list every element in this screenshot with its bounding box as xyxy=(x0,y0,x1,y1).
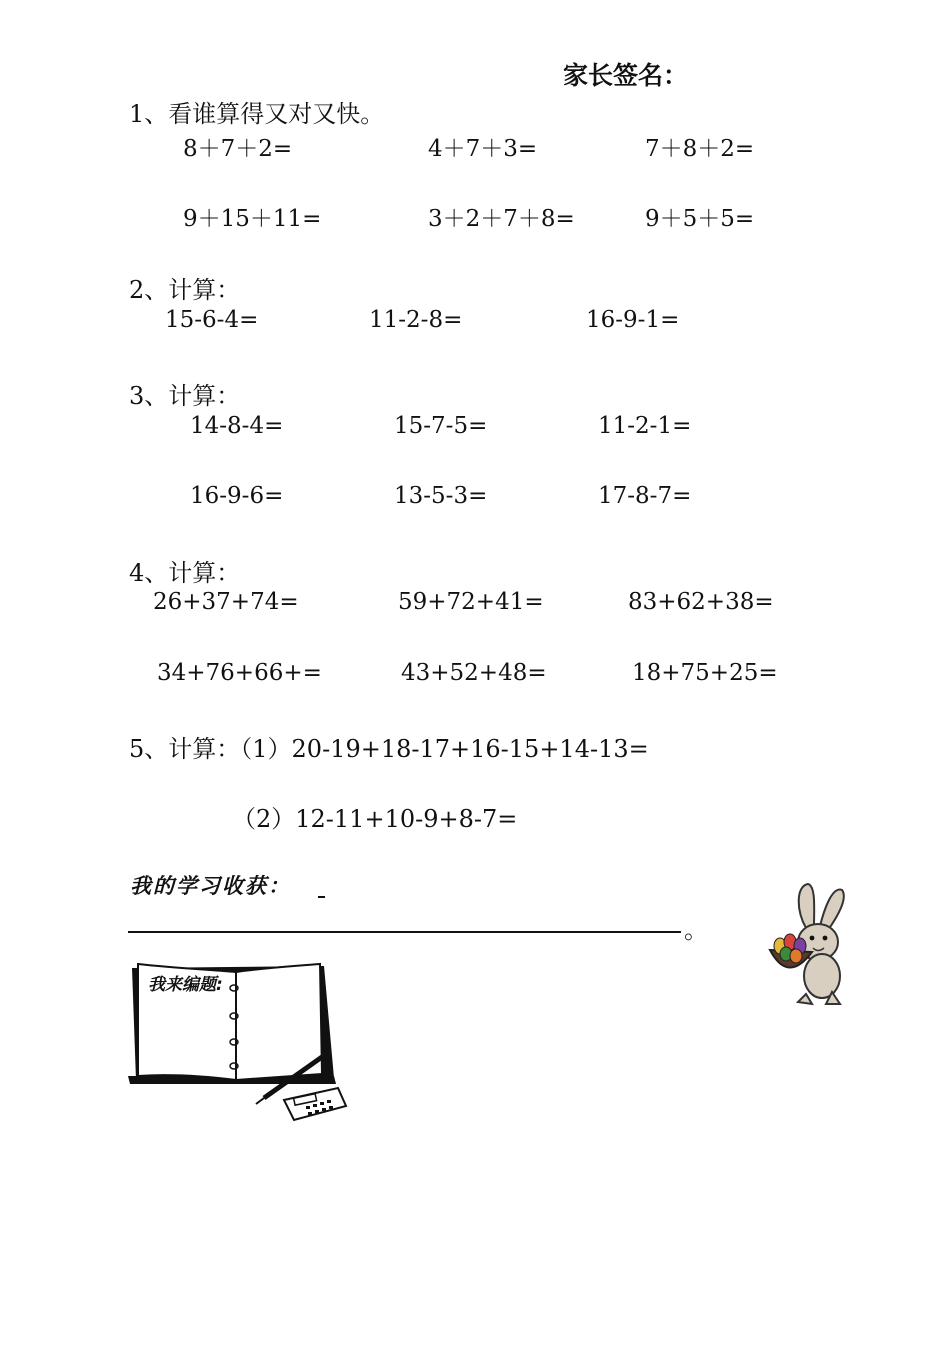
section-1-title: 1、看谁算得又对又快。 xyxy=(129,100,385,128)
problem: 59+72+41= xyxy=(398,589,544,615)
problem: 18+75+25= xyxy=(632,660,778,686)
problem: 7＋8＋2= xyxy=(645,136,755,162)
problem: 16-9-6= xyxy=(190,483,284,509)
notebook-illustration xyxy=(124,958,362,1126)
problem: 8＋7＋2= xyxy=(183,136,293,162)
problem: 15-7-5= xyxy=(394,413,488,439)
parent-signature-label: 家长签名： xyxy=(563,61,689,90)
problem: 9＋5＋5= xyxy=(645,206,755,232)
problem: 15-6-4= xyxy=(165,307,259,333)
problem: 14-8-4= xyxy=(190,413,284,439)
answer-line xyxy=(128,931,681,933)
rabbit-icon xyxy=(762,880,858,1010)
problem: 11-2-1= xyxy=(598,413,692,439)
notebook-label: 我来编题: xyxy=(148,975,223,995)
bunny-illustration xyxy=(762,880,858,1010)
problem: 9＋15＋11= xyxy=(183,206,322,232)
problem: 4＋7＋3= xyxy=(428,136,538,162)
harvest-blank xyxy=(318,896,325,898)
section-4-title: 4、计算： xyxy=(129,559,241,587)
section-3-title: 3、计算： xyxy=(129,382,241,410)
problem: 13-5-3= xyxy=(394,483,488,509)
section-5-line-2: （2）12-11+10-9+8-7= xyxy=(232,805,518,833)
problem: 3＋2＋7＋8= xyxy=(428,206,575,232)
problem: 26+37+74= xyxy=(153,589,299,615)
problem: 17-8-7= xyxy=(598,483,692,509)
period-mark: 。 xyxy=(684,916,708,944)
learning-harvest-label: 我的学习收获： xyxy=(130,874,291,898)
problem: 34+76+66+= xyxy=(157,660,322,686)
problem: 16-9-1= xyxy=(586,307,680,333)
section-2-title: 2、计算： xyxy=(129,276,241,304)
problem: 11-2-8= xyxy=(369,307,463,333)
problem: 43+52+48= xyxy=(401,660,547,686)
problem: 83+62+38= xyxy=(628,589,774,615)
section-5-title: 5、计算：（1）20-19+18-17+16-15+14-13= xyxy=(129,735,649,763)
